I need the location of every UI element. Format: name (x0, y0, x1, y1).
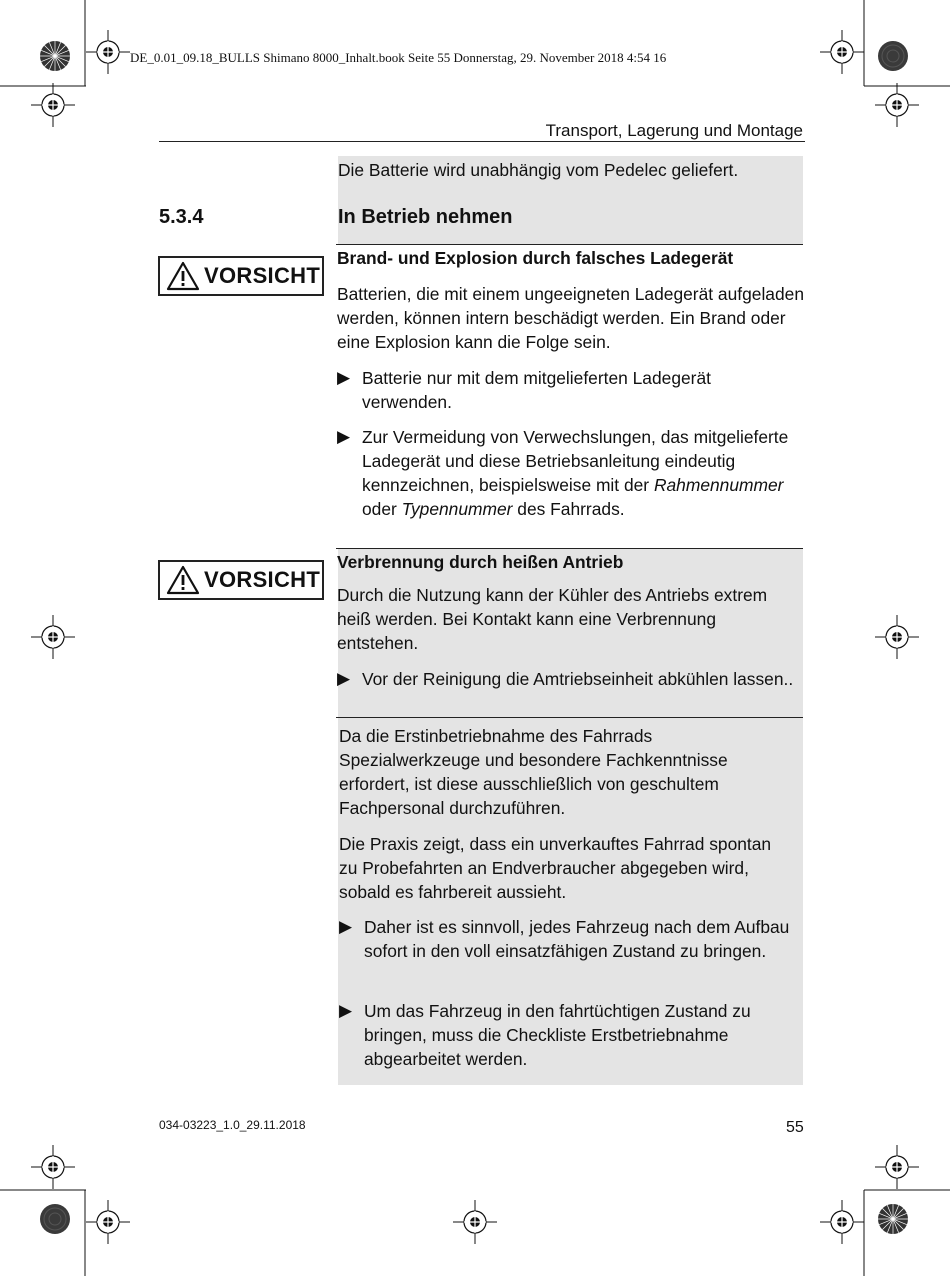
warning2-label: VORSICHT (204, 567, 321, 592)
warning-triangle-icon (166, 565, 200, 595)
body-bullet-2 (339, 999, 801, 1071)
warning2-text: Durch die Nutzung kann der Kühler des Antriebs extrem heiß werden. Bei Kontakt kann eine Verbrennung entstehen. (337, 585, 768, 653)
warning1-title: Brand- und Explosion durch falsches Ladegerät (337, 248, 734, 268)
bullet-arrow-icon: ▶ (339, 917, 353, 936)
warning1-text: Batterien, die mit einem ungeeigneten Ladegerät aufgeladen werden, können intern beschädigt werden. Ein Brand oder eine Explosion kann die Folge sein. (337, 284, 804, 352)
footer-doc-id: 034-03223_1.0_29.11.2018 (159, 1118, 306, 1132)
running-head: Transport, Lagerung und Montage (545, 121, 803, 140)
bullet-text: Vor der Reinigung die Amtriebseinheit abkühlen lassen.. (362, 669, 794, 689)
warning2-bullet-1 (337, 667, 797, 691)
bullet-text: Daher ist es sinnvoll, jedes Fahrzeug nach dem Aufbau sofort in den voll einsatzfähigen Zustand zu bringen. (364, 917, 790, 961)
warning1-label: VORSICHT (204, 263, 321, 288)
warning1-bullet-1 (337, 366, 797, 414)
bullet-text: Batterie nur mit dem mitgelieferten Ladegerät verwenden. (362, 368, 711, 412)
bullet-text: Zur Vermeidung von Verwechslungen, das mitgelieferte Ladegerät und diese Betriebsanleitung eindeutig kennzeichnen, beispielsweise mit der Rahmennummer oder Typennummer des Fahrrads. (362, 427, 789, 519)
frame-number-term: Rahmennummer (653, 475, 784, 495)
page-number: 55 (786, 1119, 804, 1136)
bullet-arrow-icon: ▶ (337, 669, 351, 688)
warning1-bullet-2 (337, 425, 797, 521)
body-paragraph-1: Da die Erstinbetriebnahme des Fahrrads Spezialwerkzeuge und besondere Fachkenntnisse erfordert, ist diese ausschließlich von geschultem Fachpersonal durchzuführen. (339, 726, 728, 818)
bullet-arrow-icon: ▶ (337, 427, 351, 446)
bullet-text: Um das Fahrzeug in den fahrtüchtigen Zustand zu bringen, muss die Checkliste Erstbetriebnahme abgearbeitet werden. (364, 1001, 751, 1069)
body-paragraph-2: Die Praxis zeigt, dass ein unverkauftes Fahrrad spontan zu Probefahrten an Endverbraucher abgegeben wird, sobald es fahrbereit aussieht. (339, 834, 772, 902)
body-bullet-1 (339, 915, 801, 963)
bullet-arrow-icon: ▶ (337, 368, 351, 387)
bullet-arrow-icon: ▶ (339, 1001, 353, 1020)
section-title: In Betrieb nehmen (338, 206, 513, 228)
warning2-top-rule (336, 548, 803, 549)
warning2-bottom-rule (336, 717, 803, 718)
warning2-badge (158, 560, 324, 600)
section-number: 5.3.4 (159, 206, 204, 228)
warning2-title: Verbrennung durch heißen Antrieb (337, 552, 624, 572)
warning1-badge (158, 256, 324, 296)
warning1-top-rule (336, 244, 803, 245)
print-info: DE_0.01_09.18_BULLS Shimano 8000_Inhalt.book Seite 55 Donnerstag, 29. November 2018 4:54 16 (130, 50, 667, 65)
warning-triangle-icon (166, 261, 200, 291)
intro-text: Die Batterie wird unabhängig vom Pedelec geliefert. (338, 160, 739, 180)
type-number-term: Typennummer (401, 499, 513, 519)
header-divider (159, 141, 805, 142)
